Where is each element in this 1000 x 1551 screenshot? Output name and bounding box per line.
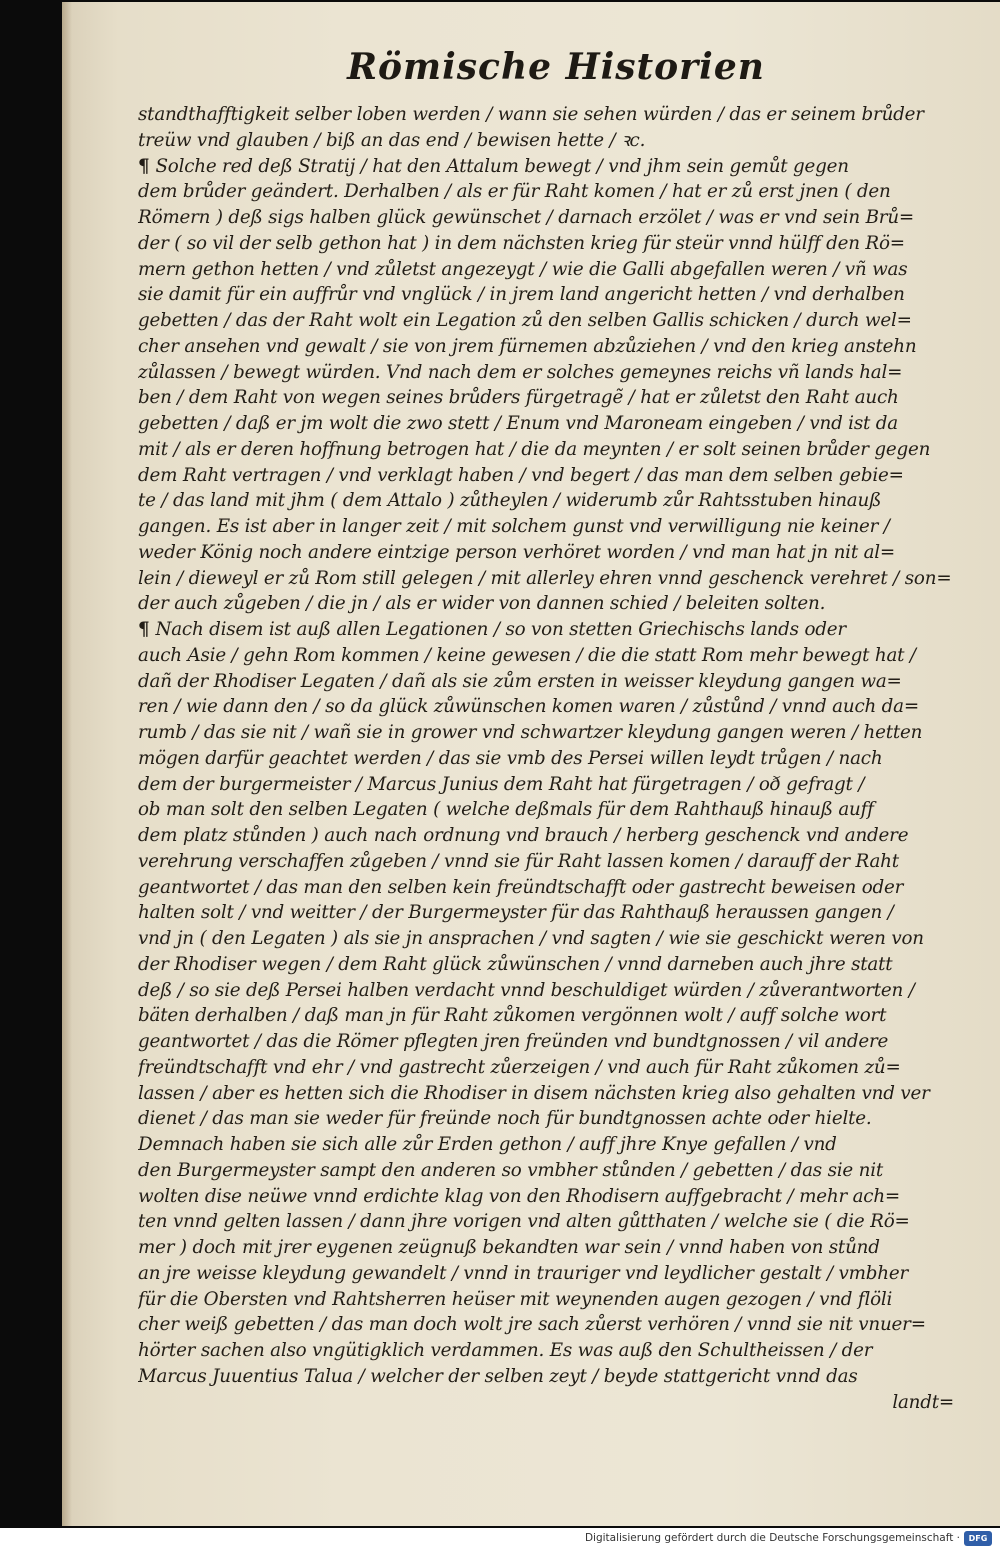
text-line-content: ten vnnd gelten lassen / dann jhre vorigen vnd alten gůtthaten / welche sie ( die Rö= xyxy=(138,1211,910,1233)
text-line xyxy=(138,179,988,205)
text-line xyxy=(138,591,988,617)
text-line xyxy=(138,643,988,669)
text-line xyxy=(138,257,988,283)
text-line xyxy=(138,772,988,798)
text-line-content: gebetten / das der Raht wolt ein Legation zů den selben Gallis schicken / durch wel= xyxy=(138,310,912,331)
text-line-content: dem der burgermeister / Marcus Junius dem Raht hat fürgetragen / oð gefragt / xyxy=(138,773,865,795)
text-line-content: deß / so sie deß Persei halben verdacht vnnd beschuldiget würden / zůverantworten / xyxy=(138,979,915,1001)
text-line-content: rumb / das sie nit / wañ sie in grower vnd schwartzer kleydung gangen weren / hetten xyxy=(138,722,923,743)
text-line-content: cher weiß gebetten / das man doch wolt jre sach zůerst verhören / vnnd sie nit vnuer= xyxy=(138,1314,926,1336)
text-line-content: der Rhodiser wegen / dem Raht glück zůwünschen / vnnd darneben auch jhre statt xyxy=(138,953,893,975)
text-line-content: landt= xyxy=(892,1391,954,1413)
text-line-content: der ( so vil der selb gethon hat ) in dem nächsten krieg für steür vnnd hülff den Rö= xyxy=(138,232,905,254)
text-line xyxy=(138,488,988,514)
text-line-content: verehrung verschaffen zůgeben / vnnd sie für Raht lassen komen / darauff der Raht xyxy=(138,850,899,872)
text-line-content: zůlassen / bewegt würden. Vnd nach dem er solches gemeynes reichs vñ lands hal= xyxy=(138,361,903,383)
text-line xyxy=(138,694,988,720)
text-line-content: geantwortet / das die Römer pflegten jren freünden vnd bundtgnossen / vil andere xyxy=(138,1031,889,1052)
text-line-content: Solche red deß Stratij / hat den Attalum bewegt / vnd jhm sein gemůt gegen xyxy=(155,155,849,177)
text-line xyxy=(138,875,988,901)
text-line-content: lassen / aber es hetten sich die Rhodiser in disem nächsten krieg also gehalten vnd ver xyxy=(138,1082,930,1104)
text-line-content: Römern ) deß sigs halben glück gewünschet / darnach erzölet / was er vnd sein Brů= xyxy=(138,207,915,228)
text-line xyxy=(138,411,988,437)
paragraph-mark: ¶ xyxy=(138,155,150,177)
footer-bar xyxy=(0,1528,1000,1551)
text-line xyxy=(138,1132,988,1158)
text-line-content: mögen darfür geachtet werden / das sie vmb des Persei willen leydt trůgen / nach xyxy=(138,747,883,769)
text-line xyxy=(138,1029,988,1055)
text-line xyxy=(138,1106,988,1132)
text-line xyxy=(138,205,988,231)
text-line-content: hörter sachen also vngütigklich verdammen. Es was auß den Schultheissen / der xyxy=(138,1340,873,1361)
text-line-content: den Burgermeyster sampt den anderen so vmbher stůnden / gebetten / das sie nit xyxy=(138,1159,884,1181)
text-line xyxy=(138,360,988,386)
text-line xyxy=(138,1235,988,1261)
text-line xyxy=(138,1003,988,1029)
text-line xyxy=(138,1338,988,1364)
text-line-content: freündtschafft vnd ehr / vnd gastrecht zůerzeigen / vnd auch für Raht zůkomen zů= xyxy=(138,1056,901,1078)
book-page xyxy=(62,2,1000,1526)
text-line-content: dañ der Rhodiser Legaten / dañ als sie zům ersten in weisser kleydung gangen wa= xyxy=(138,670,902,692)
text-line xyxy=(138,463,988,489)
text-line xyxy=(138,1209,988,1235)
text-line xyxy=(138,669,988,695)
text-line-content: auch Asie / gehn Rom kommen / keine gewesen / die die statt Rom mehr bewegt hat / xyxy=(138,644,916,666)
text-line xyxy=(138,900,988,926)
text-line-content: dienet / das man sie weder für freünde noch für bundtgnossen achte oder hielte. xyxy=(138,1108,872,1130)
text-line-content: an jre weisse kleydung gewandelt / vnnd in trauriger vnd leydlicher gestalt / vmbher xyxy=(138,1262,909,1284)
text-line-content: standthafftigkeit selber loben werden / wann sie sehen würden / das er seinem brůder xyxy=(138,104,924,125)
paragraph-mark: ¶ xyxy=(138,619,150,640)
text-line xyxy=(138,617,988,643)
text-line xyxy=(138,1364,988,1390)
text-line-content: treüw vnd glauben / biß an das end / bewisen hette / ꝛc. xyxy=(138,129,646,151)
text-line xyxy=(138,849,988,875)
text-line xyxy=(138,952,988,978)
text-line-content: cher ansehen vnd gewalt / sie von jrem fürnemen abzůziehen / vnd den krieg anstehn xyxy=(138,335,917,357)
text-line xyxy=(138,746,988,772)
text-line xyxy=(138,385,988,411)
text-line-content: sie damit für ein auffrůr vnd vnglück / in jrem land angericht hetten / vnd derhalben xyxy=(138,284,905,306)
text-line xyxy=(138,128,988,154)
text-line xyxy=(138,978,988,1004)
text-line xyxy=(138,1055,988,1081)
text-line xyxy=(138,308,988,334)
text-line xyxy=(138,1081,988,1107)
text-line xyxy=(138,1261,988,1287)
page-gutter-shadow xyxy=(62,2,72,1526)
text-line xyxy=(138,1287,988,1313)
text-line-content: te / das land mit jhm ( dem Attalo ) zůtheylen / widerumb zůr Rahtsstuben hinauß xyxy=(138,490,882,512)
text-line xyxy=(138,1390,988,1416)
text-line-content: bäten derhalben / daß man jn für Raht zůkomen vergönnen wolt / auff solche wort xyxy=(138,1005,887,1027)
text-line-content: ren / wie dann den / so da glück zůwünschen komen waren / zůstůnd / vnnd auch da= xyxy=(138,696,919,718)
text-line-content: weder König noch andere eintzige person verhöret worden / vnd man hat jn nit al= xyxy=(138,541,896,563)
text-line xyxy=(138,926,988,952)
dfg-logo: DFG xyxy=(964,1531,992,1546)
text-line-content: halten solt / vnd weitter / der Burgermeyster für das Rahthauß heraussen gangen / xyxy=(138,902,894,924)
text-line-content: ben / dem Raht von wegen seines brůders fürgetragẽ / hat er zůletst den Raht auch xyxy=(138,387,899,409)
text-line-content: vnd jn ( den Legaten ) als sie jn ansprachen / vnd sagten / wie sie geschickt weren von xyxy=(138,928,924,949)
text-line-content: lein / dieweyl er zů Rom still gelegen / mit allerley ehren vnnd geschenck verehret / son= xyxy=(138,567,952,589)
text-line-content: ob man solt den selben Legaten ( welche deßmals für dem Rahthauß hinauß auff xyxy=(138,799,874,821)
text-line xyxy=(138,797,988,823)
text-line-content: mer ) doch mit jrer eygenen zeügnuß bekandten war sein / vnnd haben von stůnd xyxy=(138,1237,880,1258)
text-line xyxy=(138,231,988,257)
text-line xyxy=(138,1158,988,1184)
text-line xyxy=(138,540,988,566)
text-line xyxy=(138,823,988,849)
text-line-content: der auch zůgeben / die jn / als er wider von dannen schied / beleiten solten. xyxy=(138,593,826,615)
text-line xyxy=(138,282,988,308)
text-line-content: mit / als er deren hoffnung betrogen hat / die da meynten / er solt seinen brůder gegen xyxy=(138,438,931,460)
text-line xyxy=(138,437,988,463)
text-line xyxy=(138,1184,988,1210)
text-line xyxy=(138,1312,988,1338)
text-line xyxy=(138,154,988,180)
running-head: Römische Historien xyxy=(347,46,765,88)
text-line-content: gangen. Es ist aber in langer zeit / mit solchem gunst vnd verwilligung nie keiner / xyxy=(138,516,890,537)
text-line-content: dem brůder geändert. Derhalben / als er für Raht komen / hat er zů erst jnen ( den xyxy=(138,181,891,203)
text-line-content: mern gethon hetten / vnd zůletst angezeygt / wie die Galli abgefallen weren / vñ was xyxy=(138,258,908,280)
text-line xyxy=(138,566,988,592)
funding-credit: Digitalisierung gefördert durch die Deutsche Forschungsgemeinschaft · xyxy=(584,1532,960,1544)
text-line-content: Nach disem ist auß allen Legationen / so von stetten Griechischs lands oder xyxy=(155,619,846,640)
text-line-content: dem platz stůnden ) auch nach ordnung vnd brauch / herberg geschenck vnd andere xyxy=(138,825,909,846)
text-line-content: dem Raht vertragen / vnd verklagt haben / vnd begert / das man dem selben gebie= xyxy=(138,464,904,486)
text-line-content: für die Obersten vnd Rahtsherren heüser mit weynenden augen gezogen / vnd flöli xyxy=(138,1288,893,1310)
text-line-content: gebetten / daß er jm wolt die zwo stett / Enum vnd Maroneam eingeben / vnd ist da xyxy=(138,413,898,434)
body-text xyxy=(138,102,988,1415)
text-line-content: geantwortet / das man den selben kein freündtschafft oder gastrecht beweisen oder xyxy=(138,876,904,898)
text-line-content: Demnach haben sie sich alle zůr Erden gethon / auff jhre Knye gefallen / vnd xyxy=(138,1134,837,1155)
text-line xyxy=(138,102,988,128)
text-line xyxy=(138,334,988,360)
text-line xyxy=(138,514,988,540)
text-line-content: wolten dise neüwe vnnd erdichte klag von den Rhodisern auffgebracht / mehr ach= xyxy=(138,1185,901,1207)
text-line xyxy=(138,720,988,746)
text-line-content: Marcus Juuentius Talua / welcher der selben zeyt / beyde stattgericht vnnd das xyxy=(138,1365,858,1387)
